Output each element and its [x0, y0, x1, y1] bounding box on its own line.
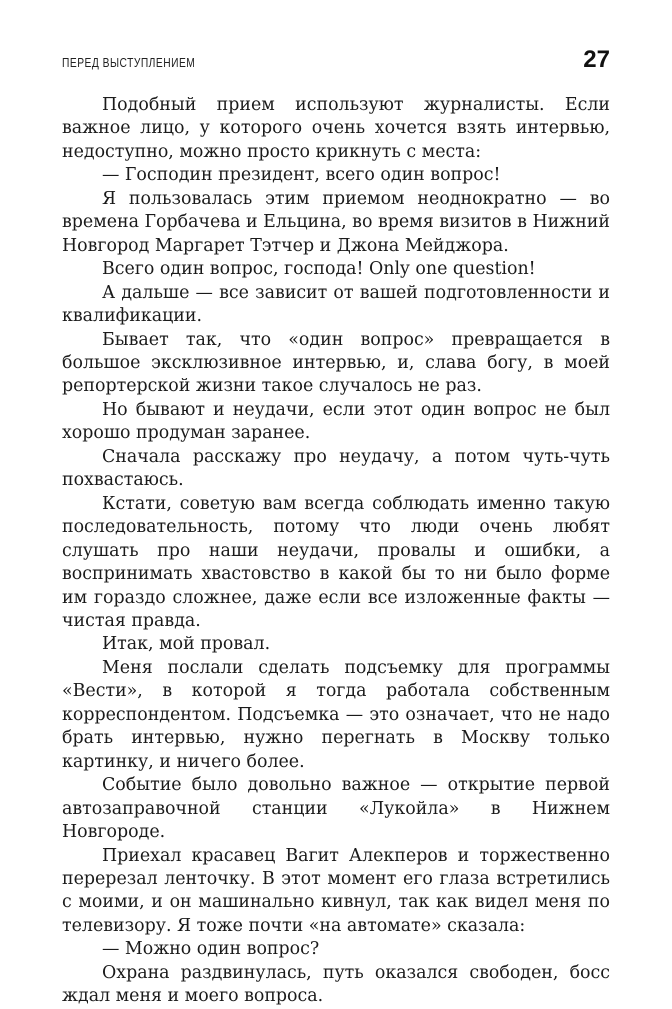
- paragraph: Событие было довольно важное — открытие первой автозаправочной станции «Лукойла» в Нижнем Новгороде.: [62, 775, 610, 843]
- body-text: [62, 94, 610, 1009]
- paragraph: — Господин президент, всего один вопрос!: [102, 165, 501, 186]
- paragraph: Итак, мой провал.: [102, 634, 271, 655]
- paragraph: Охрана раздвинулась, путь оказался свободен, босс ждал меня и моего вопроса.: [62, 962, 610, 1007]
- paragraph: Меня послали сделать подсъемку для программы «Вести», в которой я тогда работала собственным корреспондентом. Подсъемка — это означает, что не надо брать интервью, нужно перегнать в Москву только картинку, и ничего более.: [62, 657, 610, 772]
- running-head: ПЕРЕД ВЫСТУПЛЕНИЕМ: [62, 56, 196, 70]
- paragraph: Кстати, советую вам всегда соблюдать именно такую последовательность, потому что люди очень любят слушать про наши неудачи, провалы и ошибки, а воспринимать хвастовство в какой бы то ни было форме им гораздо сложнее, даже если все изложенные факты — чистая правда.: [62, 493, 610, 631]
- paragraph: А дальше — все зависит от вашей подготовленности и квалификации.: [62, 282, 610, 327]
- paragraph: Я пользовалась этим приемом неоднократно — во времена Горбачева и Ельцина, во время визитов в Нижний Новгород Маргарет Тэтчер и Джона Мейджора.: [62, 188, 610, 256]
- paragraph: Но бывают и неудачи, если этот один вопрос не был хорошо продуман заранее.: [62, 399, 610, 444]
- paragraph: Подобный прием используют журналисты. Если важное лицо, у которого очень хочется взять интервью, недоступно, можно просто крикнуть с места:: [62, 95, 610, 162]
- paragraph: Бывает так, что «один вопрос» превращается в большое эксклюзивное интервью, и, слава богу, в моей репортерской жизни такое случалось не раз.: [62, 329, 610, 397]
- page-number: 27: [583, 46, 610, 73]
- paragraph: Сначала расскажу про неудачу, а потом чуть-чуть похвастаюсь.: [62, 446, 610, 491]
- paragraph: — Можно один вопрос?: [102, 939, 320, 960]
- paragraph: Приехал красавец Вагит Алекперов и торжественно перерезал ленточку. В этот момент его глаза встретились с моими, и он машинально кивнул, так как видел меня по телевизору. Я тоже почти «на автомате» сказала:: [62, 845, 610, 936]
- paragraph: Всего один вопрос, господа! Only one question!: [102, 259, 536, 280]
